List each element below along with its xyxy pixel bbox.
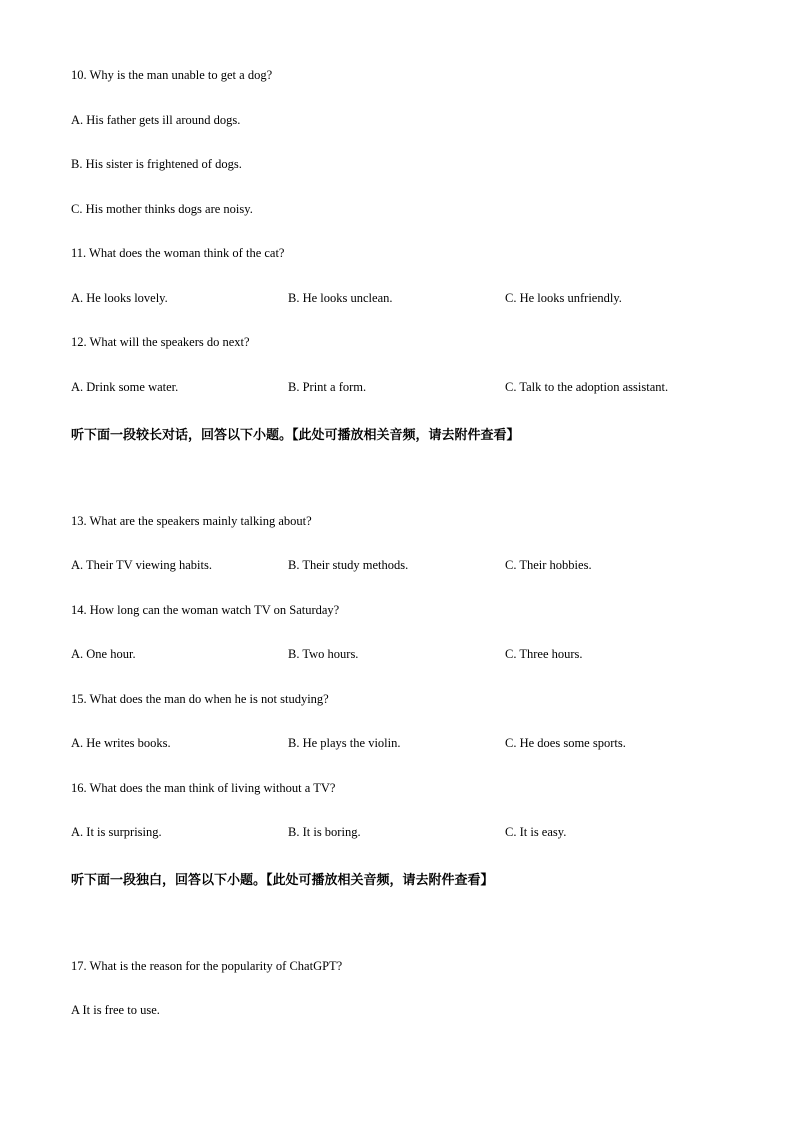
question-15-option-c: C. He does some sports. xyxy=(505,736,626,750)
question-12-option-c: C. Talk to the adoption assistant. xyxy=(505,380,669,394)
question-13-option-c: C. Their hobbies. xyxy=(505,558,592,572)
question-17-stem: 17. What is the reason for the popularity of ChatGPT? xyxy=(71,959,343,973)
question-14-option-a: A. One hour. xyxy=(71,647,136,661)
question-12-stem: 12. What will the speakers do next? xyxy=(71,335,250,349)
question-13-option-b: B. Their study methods. xyxy=(288,558,409,572)
question-16-option-c: C. It is easy. xyxy=(505,825,567,839)
instruction-monologue: 听下面一段独白，回答以下小题。【此处可播放相关音频，请去附件查看】 xyxy=(71,873,494,888)
question-11-stem: 11. What does the woman think of the cat? xyxy=(71,246,285,260)
instruction-long-dialogue: 听下面一段较长对话，回答以下小题。【此处可播放相关音频，请去附件查看】 xyxy=(71,428,520,443)
question-14-stem: 14. How long can the woman watch TV on Saturday? xyxy=(71,603,340,617)
question-16-option-b: B. It is boring. xyxy=(288,825,361,839)
question-15-option-a: A. He writes books. xyxy=(71,736,171,750)
question-15-stem: 15. What does the man do when he is not studying? xyxy=(71,692,329,706)
question-10-stem: 10. Why is the man unable to get a dog? xyxy=(71,68,273,82)
question-11-option-b: B. He looks unclean. xyxy=(288,291,393,305)
question-10-option-a: A. His father gets ill around dogs. xyxy=(71,113,241,127)
question-13-option-a: A. Their TV viewing habits. xyxy=(71,558,212,572)
question-16-stem: 16. What does the man think of living without a TV? xyxy=(71,781,336,795)
question-12-option-b: B. Print a form. xyxy=(288,380,367,394)
question-16-option-a: A. It is surprising. xyxy=(71,825,162,839)
question-14-option-b: B. Two hours. xyxy=(288,647,359,661)
question-12-option-a: A. Drink some water. xyxy=(71,380,179,394)
question-13-stem: 13. What are the speakers mainly talking about? xyxy=(71,514,312,528)
question-15-option-b: B. He plays the violin. xyxy=(288,736,401,750)
question-17-option-a: A It is free to use. xyxy=(71,1003,160,1017)
question-14-option-c: C. Three hours. xyxy=(505,647,583,661)
question-11-option-c: C. He looks unfriendly. xyxy=(505,291,622,305)
question-10-option-c: C. His mother thinks dogs are noisy. xyxy=(71,202,253,216)
question-11-option-a: A. He looks lovely. xyxy=(71,291,168,305)
question-10-option-b: B. His sister is frightened of dogs. xyxy=(71,157,242,171)
